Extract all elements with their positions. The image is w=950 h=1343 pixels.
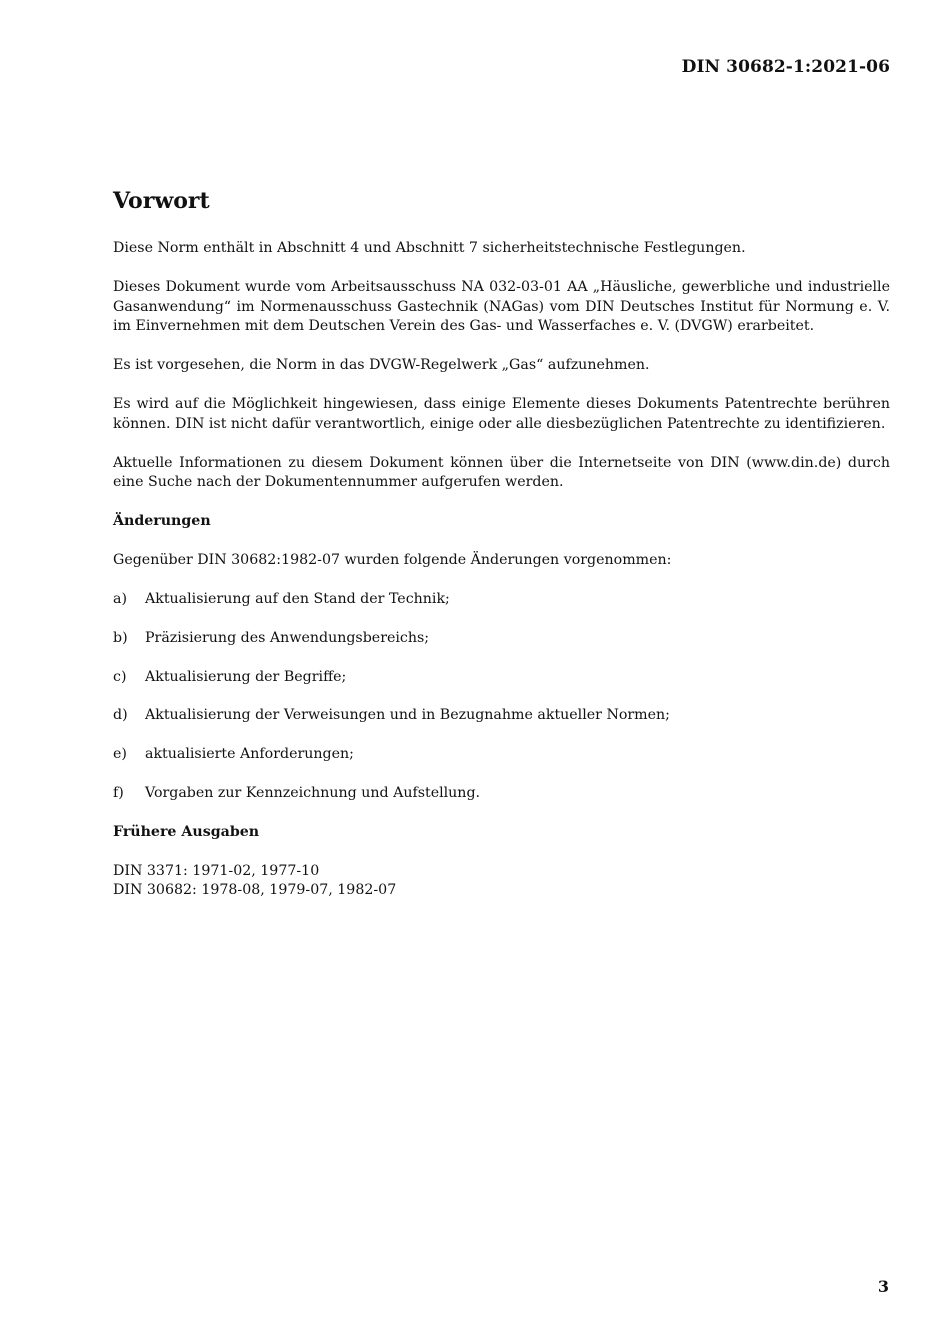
list-marker: f) — [113, 784, 124, 801]
list-item — [113, 590, 890, 610]
list-item — [113, 668, 890, 688]
foreword-title: Vorwort — [113, 188, 210, 214]
foreword-paragraph: Diese Norm enthält in Abschnitt 4 und Abschnitt 7 sicherheitstechnische Festlegungen. — [113, 240, 746, 256]
previous-editions-title: Frühere Ausgaben — [113, 823, 260, 840]
foreword-paragraph: Aktuelle Informationen zu diesem Dokument können über die Internetseite von DIN (www.din.de) durch eine Suche nach der Dokumentennummer aufgerufen werden. — [113, 454, 890, 490]
list-item — [113, 745, 890, 765]
list-marker: e) — [113, 746, 127, 763]
list-item — [113, 784, 890, 804]
list-marker: b) — [113, 629, 128, 646]
foreword-paragraph: Es ist vorgesehen, die Norm in das DVGW-Regelwerk „Gas“ aufzunehmen. — [113, 357, 650, 373]
changes-title: Änderungen — [113, 513, 211, 529]
list-item — [113, 629, 890, 649]
list-marker: c) — [113, 668, 127, 685]
list-text: Aktualisierung der Verweisungen und in Bezugnahme aktueller Normen; — [145, 707, 670, 724]
page-number: 3 — [877, 1277, 889, 1296]
list-marker: d) — [113, 707, 128, 724]
list-text: Aktualisierung der Begriffe; — [145, 668, 347, 685]
list-item — [113, 706, 890, 726]
foreword-paragraph: Es wird auf die Möglichkeit hingewiesen, dass einige Elemente dieses Dokuments Patentrechte berühren können. DIN ist nicht dafür verantwortlich, einige oder alle diesbezüglichen Patentrechte zu identifizieren. — [113, 396, 890, 432]
previous-edition-line: DIN 3371: 1971-02, 1977-10 — [113, 862, 320, 879]
changes-intro: Gegenüber DIN 30682:1982-07 wurden folgende Änderungen vorgenommen: — [113, 552, 672, 568]
document-body — [113, 186, 890, 901]
foreword-paragraph: Dieses Dokument wurde vom Arbeitsausschuss NA 032-03-01 AA „Häusliche, gewerbliche und industrielle Gasanwendung“ im Normenausschuss Gastechnik (NAGas) vom DIN Deutsches Institut für Normung e. V. im Einvernehmen mit dem Deutschen Verein des Gas- und Wasserfaches e. V. (DVGW) erarbeitet. — [113, 279, 890, 334]
list-text: Präzisierung des Anwendungsbereichs; — [145, 629, 430, 646]
document-id: DIN 30682-1:2021-06 — [681, 57, 890, 77]
list-text: Vorgaben zur Kennzeichnung und Aufstellung. — [145, 784, 481, 801]
changes-list — [113, 590, 890, 803]
list-text: Aktualisierung auf den Stand der Technik; — [145, 591, 450, 607]
list-marker: a) — [113, 591, 127, 607]
list-text: aktualisierte Anforderungen; — [145, 746, 354, 763]
previous-edition-line: DIN 30682: 1978-08, 1979-07, 1982-07 — [113, 882, 397, 899]
